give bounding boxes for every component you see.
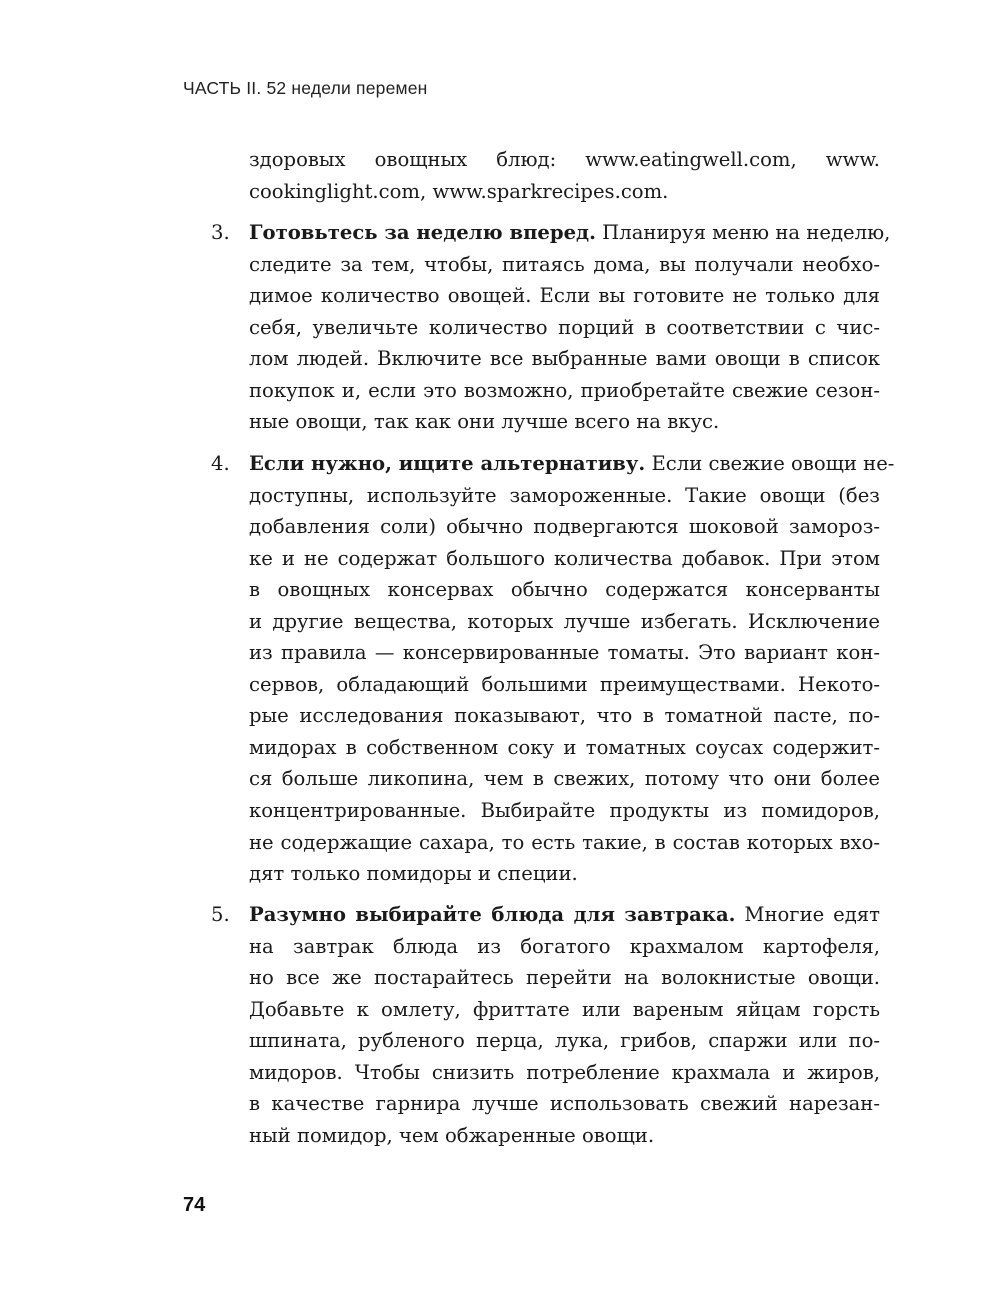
text-line: из правила — консервированные томаты. Это вариант кон-: [249, 641, 880, 665]
text-line: но все же постарайтесь перейти на волокнистые овощи.: [249, 966, 880, 990]
item-heading: Готовьтесь за неделю вперед.: [249, 221, 596, 244]
text-line: мидорах в собственном соку и томатных соусах содержит-: [249, 735, 880, 759]
text-line: сервов, обладающий большими преимуществами. Некото-: [249, 672, 880, 696]
text-line: на завтрак блюда из богатого крахмалом картофеля,: [249, 934, 880, 958]
list-item-3: [211, 217, 891, 438]
text-span: Если свежие овощи не-: [645, 452, 895, 475]
item-number: 4.: [211, 452, 230, 475]
item-number: 5.: [211, 903, 230, 926]
text-line: доступны, используйте замороженные. Такие овощи (без: [249, 483, 880, 507]
text-line: здоровых овощных блюд: www.eatingwell.com, www.: [249, 148, 880, 171]
item-heading: Если нужно, ищите альтернативу.: [249, 452, 646, 475]
intro-paragraph: [249, 144, 880, 207]
text-line: в овощных консервах обычно содержатся консерванты: [249, 578, 880, 602]
text-line: и другие вещества, которых лучше избегать. Исключение: [249, 609, 880, 633]
text-line: мидоров. Чтобы снизить потребление крахмала и жиров,: [249, 1060, 880, 1084]
text-line: покупок и, если это возможно, приобретайте свежие сезон-: [249, 378, 880, 402]
page-number: 74: [183, 1194, 206, 1216]
text-line: не содержащие сахара, то есть такие, в состав которых вхо-: [249, 830, 880, 854]
text-line: добавления соли) обычно подвергаются шоковой заморoз-: [249, 515, 880, 539]
text-line: концентрированные. Выбирайте продукты из помидоров,: [249, 799, 880, 823]
text-line: в качестве гарнира лучше использовать свежий нарезан-: [249, 1092, 880, 1116]
text-line: ный помидор, чем обжаренные овощи.: [249, 1123, 655, 1147]
text-line: [249, 448, 895, 480]
item-heading: Разумно выбирайте блюда для завтрака.: [249, 903, 736, 926]
list-item-5: [211, 899, 881, 1151]
text-line: ся больше ликопина, чем в свежих, потому что они более: [249, 767, 880, 791]
text-span: Планируя меню на неделю,: [595, 221, 891, 244]
text-line: [249, 217, 891, 249]
text-line: Добавьте к омлету, фриттате или вареным яйцам горсть: [249, 997, 880, 1021]
list-item-4: [211, 448, 895, 890]
text-line: следите за тем, чтобы, питаясь дома, вы получали необхо-: [249, 252, 880, 276]
text-span: Многие едят: [735, 903, 881, 926]
text-line: лом людей. Включите все выбранные вами овощи в список: [249, 347, 880, 371]
text-line: димое количество овощей. Если вы готовите не только для: [249, 284, 880, 308]
text-line: ные овощи, так как они лучше всего на вкус.: [249, 410, 720, 434]
item-number: 3.: [211, 221, 230, 244]
text-line: себя, увеличьте количество порций в соответствии с чис-: [249, 315, 880, 339]
text-line: ке и не содержат большого количества добавок. При этом: [249, 546, 880, 570]
text-line: cookinglight.com, www.sparkrecipes.com.: [249, 179, 669, 203]
text-line: шпината, рубленого перца, лука, грибов, спаржи или по-: [249, 1029, 880, 1053]
text-line: рые исследования показывают, что в томатной пасте, по-: [249, 704, 880, 728]
text-line: [249, 899, 880, 931]
running-header: ЧАСТЬ II. 52 недели перемен: [183, 78, 428, 98]
text-line: дят только помидоры и специи.: [249, 862, 578, 886]
